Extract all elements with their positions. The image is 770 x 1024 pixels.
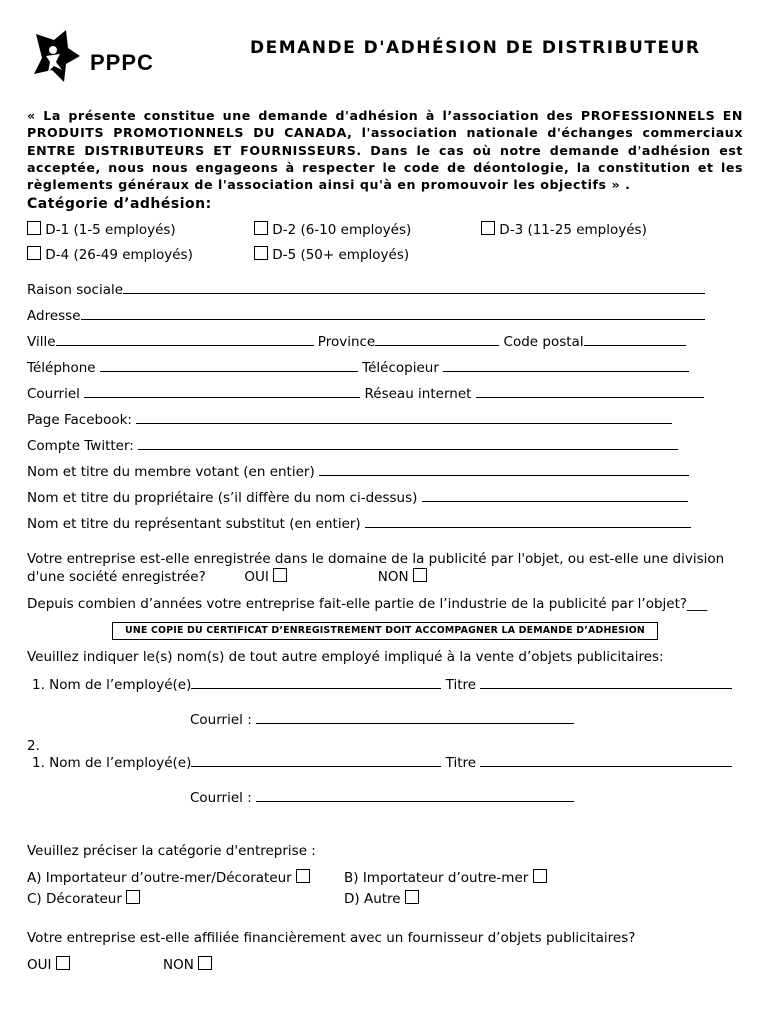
telephone-input[interactable] xyxy=(100,371,358,372)
employe1-row xyxy=(32,677,732,693)
cat-b-option[interactable] xyxy=(344,869,547,886)
option-d3[interactable] xyxy=(481,221,647,238)
membre-votant-label: Nom et titre du membre votant (en entier) xyxy=(27,464,315,480)
courriel-row xyxy=(27,386,704,402)
cat-b-label: B) Importateur d’outre-mer xyxy=(344,870,529,886)
q3-non-option[interactable] xyxy=(163,956,212,973)
employes-title: Veuillez indiquer le(s) nom(s) de tout autre employé impliqué à la vente d’objets publicitaires: xyxy=(27,649,664,665)
facebook-input[interactable] xyxy=(136,423,672,424)
option-d2-label: D-2 (6-10 employés) xyxy=(272,222,412,238)
raison-label: Raison sociale xyxy=(27,282,124,298)
maple-star-icon xyxy=(26,28,86,88)
employe1-label: 1. Nom de l’employé(e) xyxy=(32,677,192,693)
employe2-courriel-label: Courriel : xyxy=(190,790,252,806)
proprietaire-label: Nom et titre du propriétaire (s’il diffère du nom ci-dessus) xyxy=(27,490,418,506)
substitut-label: Nom et titre du représentant substitut (en entier) xyxy=(27,516,361,532)
employe2-titre-input[interactable] xyxy=(480,766,732,767)
q3-text: Votre entreprise est-elle affiliée financièrement avec un fournisseur d’objets publicitaires? xyxy=(27,930,636,946)
checkbox-d3[interactable] xyxy=(481,221,495,235)
raison-input[interactable] xyxy=(123,293,705,294)
cat-a-option[interactable] xyxy=(27,869,310,886)
q1-line2: d'une société enregistrée? xyxy=(27,569,206,585)
ville-label: Ville xyxy=(27,334,56,350)
checkbox-d5[interactable] xyxy=(254,246,268,260)
option-d5-label: D-5 (50+ employés) xyxy=(272,247,410,263)
employe2-number: 2. xyxy=(27,738,40,754)
cat-c-label: C) Décorateur xyxy=(27,891,122,907)
membre-votant-row xyxy=(27,464,689,480)
telecopieur-label: Télécopieur xyxy=(362,360,439,376)
q3-non-checkbox[interactable] xyxy=(198,956,212,970)
q2-text: Depuis combien d’années votre entreprise fait-elle partie de l’industrie de la publicité par l’objet?___ xyxy=(27,596,708,612)
reseau-label: Réseau internet xyxy=(364,386,472,402)
proprietaire-row xyxy=(27,490,688,506)
reseau-input[interactable] xyxy=(476,397,704,398)
cat-entreprise-title: Veuillez préciser la catégorie d'entreprise : xyxy=(27,843,316,859)
facebook-label: Page Facebook: xyxy=(27,412,132,428)
telephone-row xyxy=(27,360,689,376)
adresse-label: Adresse xyxy=(27,308,81,324)
cat-c-checkbox[interactable] xyxy=(126,890,140,904)
q3-non-label: NON xyxy=(163,957,194,973)
employe1-courriel-row xyxy=(190,712,574,728)
employe1-titre-input[interactable] xyxy=(480,688,732,689)
option-d4-label: D-4 (26-49 employés) xyxy=(45,247,193,263)
employe1-name-input[interactable] xyxy=(191,688,441,689)
ville-row xyxy=(27,334,686,350)
option-d5[interactable] xyxy=(254,246,409,263)
ville-input[interactable] xyxy=(56,345,314,346)
option-d1-label: D-1 (1-5 employés) xyxy=(45,222,176,238)
courriel-label: Courriel xyxy=(27,386,80,402)
certificate-notice: UNE COPIE DU CERTIFICAT D’ENREGISTREMENT DOIT ACCOMPAGNER LA DEMANDE D’ADHESION xyxy=(112,622,658,640)
membre-votant-input[interactable] xyxy=(319,475,689,476)
courriel-input[interactable] xyxy=(84,397,360,398)
checkbox-d1[interactable] xyxy=(27,221,41,235)
employe2-courriel-row xyxy=(190,790,574,806)
q3-oui-checkbox[interactable] xyxy=(56,956,70,970)
intro-paragraph: « La présente constitue une demande d'adhésion à l’association des PROFESSIONNELS EN PRODUITS PROMOTIONNELS DU CANADA, l'association nationale d'échanges commerciaux ENTRE DISTRIBUTEURS ET FOURNISSEURS. Dans le cas où notre demande d'adhésion est acceptée, nous nous engageons à respecter le code de déontologie, la constitution et les règlements généraux de l'association ainsi qu'à en promouvoir les objectifs » . xyxy=(27,108,743,193)
q3-oui-option[interactable] xyxy=(27,956,70,973)
raison-row xyxy=(27,282,705,298)
page-title: DEMANDE D'ADHÉSION DE DISTRIBUTEUR xyxy=(250,38,701,58)
q1-non-label: NON xyxy=(377,569,409,585)
province-label: Province xyxy=(317,334,376,350)
cat-d-label: D) Autre xyxy=(344,891,401,907)
employe1-courriel-input[interactable] xyxy=(256,723,574,724)
employe1-courriel-label: Courriel : xyxy=(190,712,252,728)
telecopieur-input[interactable] xyxy=(443,371,689,372)
option-d2[interactable] xyxy=(254,221,411,238)
q3-oui-label: OUI xyxy=(27,957,52,973)
adresse-input[interactable] xyxy=(81,319,705,320)
code-postal-input[interactable] xyxy=(584,345,686,346)
twitter-input[interactable] xyxy=(138,449,678,450)
categorie-title: Catégorie d’adhésion: xyxy=(27,196,212,212)
employe2-name-input[interactable] xyxy=(191,766,441,767)
q1-non-checkbox[interactable] xyxy=(413,568,427,582)
cat-d-checkbox[interactable] xyxy=(405,890,419,904)
facebook-row xyxy=(27,412,672,428)
employe2-row xyxy=(32,755,732,771)
checkbox-d2[interactable] xyxy=(254,221,268,235)
q1-oui-label: OUI xyxy=(244,569,269,585)
twitter-row xyxy=(27,438,678,454)
checkbox-d4[interactable] xyxy=(27,246,41,260)
q1-line1: Votre entreprise est-elle enregistrée dans le domaine de la publicité par l'objet, ou est-elle une division xyxy=(27,551,725,567)
q1-line2-row xyxy=(27,568,427,585)
twitter-label: Compte Twitter: xyxy=(27,438,134,454)
province-input[interactable] xyxy=(375,345,499,346)
cat-d-option[interactable] xyxy=(344,890,419,907)
q1-oui-checkbox[interactable] xyxy=(273,568,287,582)
employe2-courriel-input[interactable] xyxy=(256,801,574,802)
option-d4[interactable] xyxy=(27,246,193,263)
telephone-label: Téléphone xyxy=(27,360,96,376)
employe2-label: 1. Nom de l’employé(e) xyxy=(32,755,192,771)
employe2-titre-label: Titre xyxy=(445,755,477,771)
pppc-logo xyxy=(26,28,156,88)
substitut-row xyxy=(27,516,691,532)
adresse-row xyxy=(27,308,705,324)
code-postal-label: Code postal xyxy=(503,334,584,350)
cat-b-checkbox[interactable] xyxy=(533,869,547,883)
option-d3-label: D-3 (11-25 employés) xyxy=(499,222,647,238)
proprietaire-input[interactable] xyxy=(422,501,688,502)
cat-a-label: A) Importateur d’outre-mer/Décorateur xyxy=(27,870,292,886)
cat-c-option[interactable] xyxy=(27,890,140,907)
employe1-titre-label: Titre xyxy=(445,677,477,693)
logo-text: PPPC xyxy=(90,50,154,75)
cat-a-checkbox[interactable] xyxy=(296,869,310,883)
option-d1[interactable] xyxy=(27,221,176,238)
substitut-input[interactable] xyxy=(365,527,691,528)
